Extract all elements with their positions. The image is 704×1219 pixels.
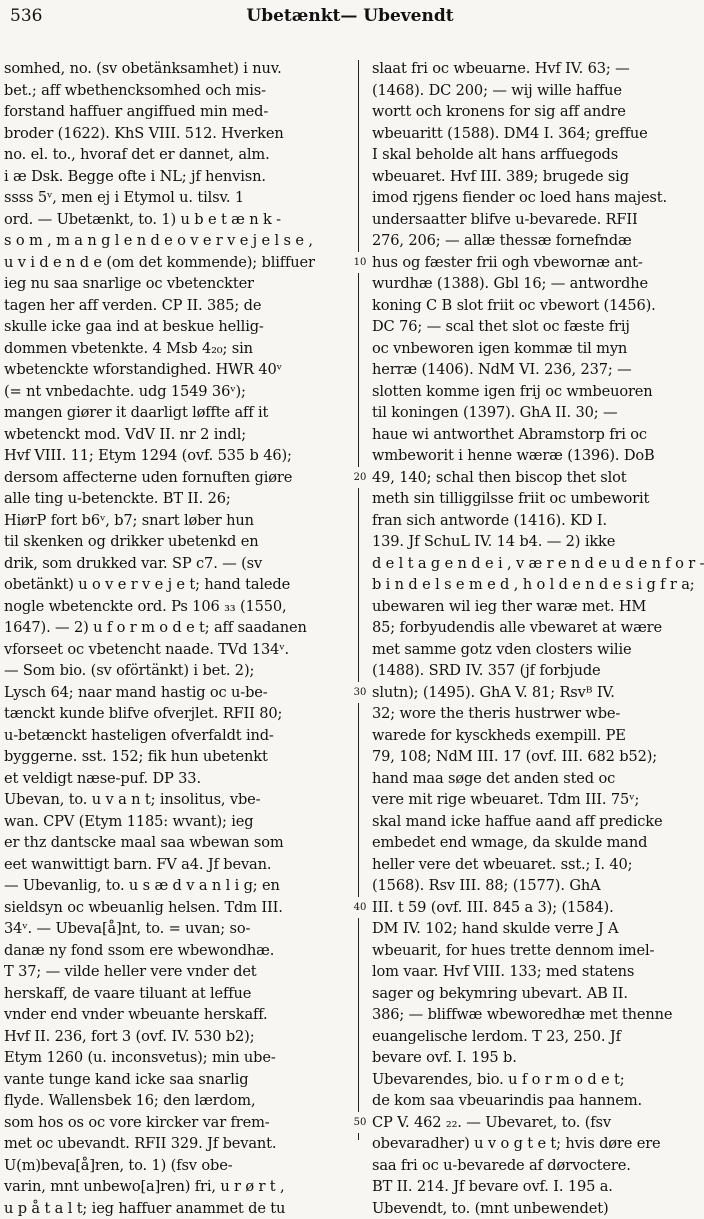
left-column-line: byggerne. sst. 152; fik hun ubetenkt xyxy=(4,746,348,768)
left-column xyxy=(4,58,348,1148)
page-header xyxy=(10,6,690,32)
right-column-line: BT II. 214. Jf bevare ovf. I. 195 a. xyxy=(372,1176,694,1198)
left-column-line: er thz dantscke maal saa wbewan som xyxy=(4,832,348,854)
left-column-line: et veldigt næse-puf. DP 33. xyxy=(4,768,348,790)
left-column-line: skulle icke gaa ind at beskue hellig- xyxy=(4,316,348,338)
right-column-line: (1488). SRD IV. 357 (jf forbjude xyxy=(372,660,694,682)
right-column-line: meth sin tilliggilsse friit oc umbeworit xyxy=(372,488,694,510)
right-column-line: b i n d e l s e m e d , h o l d e n d e s i g f r a; xyxy=(372,574,694,596)
left-column-line: i æ Dsk. Begge ofte i NL; jf henvisn. xyxy=(4,166,348,188)
left-column-line: sieldsyn oc wbeuanlig helsen. Tdm III. xyxy=(4,897,348,919)
right-column-line: Ubevendt, to. (mnt unbewendet) xyxy=(372,1198,694,1219)
right-column-line: oc vnbeworen igen kommæ til myn xyxy=(372,338,694,360)
right-column-line: met samme gotz vden closters wilie xyxy=(372,639,694,661)
left-column-line: wbetenckt mod. VdV II. nr 2 indl; xyxy=(4,424,348,446)
right-column-line: warede for kysckheds exempill. PE xyxy=(372,725,694,747)
right-column-line: 276, 206; — allæ thessæ fornefndæ xyxy=(372,230,694,252)
left-column-line: eet wanwittigt barn. FV a4. Jf bevan. xyxy=(4,854,348,876)
right-column-line: 49, 140; schal then biscop thet slot xyxy=(372,467,694,489)
right-column-line: (1468). DC 200; — wij wille haffue xyxy=(372,80,694,102)
left-column-line: alle ting u-betenckte. BT II. 26; xyxy=(4,488,348,510)
left-column-line: varin, mnt unbewo[a]ren) fri, u r ø r t , xyxy=(4,1176,348,1198)
left-column-line: forstand haffuer angiffued min med- xyxy=(4,101,348,123)
right-column xyxy=(372,58,694,1148)
right-column-line: hus og fæster frii ogh vbewornæ ant- xyxy=(372,252,694,274)
right-column-line: Ubevarendes, bio. u f o r m o d e t; xyxy=(372,1069,694,1091)
right-column-line: CP V. 462 ₂₂. — Ubevaret, to. (fsv xyxy=(372,1112,694,1134)
right-column-line: embedet end wmage, da skulde mand xyxy=(372,832,694,854)
left-column-line: nogle wbetenckte ord. Ps 106 ₃₃ (1550, xyxy=(4,596,348,618)
right-column-line: hand maa søge det anden sted oc xyxy=(372,768,694,790)
left-column-line: (= nt vnbedachte. udg 1549 36ᵛ); xyxy=(4,381,348,403)
running-head: Ubetænkt— Ubevendt xyxy=(10,6,690,26)
page-number: 536 xyxy=(10,6,42,26)
left-column-line: T 37; — vilde heller vere vnder det xyxy=(4,961,348,983)
right-column-line: 386; — bliffwæ wbeworedhæ met thenne xyxy=(372,1004,694,1026)
right-column-line: saa fri oc u-bevarede af dørvoctere. xyxy=(372,1155,694,1177)
right-column-line: slaat fri oc wbeuarne. Hvf IV. 63; — xyxy=(372,58,694,80)
line-number: 20 xyxy=(349,467,371,489)
right-column-line: 32; wore the theris hustrwer wbe- xyxy=(372,703,694,725)
left-column-line: broder (1622). KhS VIII. 512. Hverken xyxy=(4,123,348,145)
right-column-line: 139. Jf SchuL IV. 14 b4. — 2) ikke xyxy=(372,531,694,553)
right-column-line: sager og bekymring ubevart. AB II. xyxy=(372,983,694,1005)
right-column-line: slotten komme igen frij oc wmbeuoren xyxy=(372,381,694,403)
left-column-line: vnder end vnder wbeuante herskaff. xyxy=(4,1004,348,1026)
right-column-line: I skal beholde alt hans arffuegods xyxy=(372,144,694,166)
right-column-line: lom vaar. Hvf VIII. 133; med statens xyxy=(372,961,694,983)
right-column-line: heller vere det wbeuaret. sst.; I. 40; xyxy=(372,854,694,876)
right-column-line: (1568). Rsv III. 88; (1577). GhA xyxy=(372,875,694,897)
left-column-line: ord. — Ubetænkt, to. 1) u b e t æ n k - xyxy=(4,209,348,231)
right-column-line: wbeuarit, for hues trette dennom imel- xyxy=(372,940,694,962)
left-column-line: danæ ny fond ssom ere wbewondhæ. xyxy=(4,940,348,962)
left-column-line: drik, som drukked var. SP c7. — (sv xyxy=(4,553,348,575)
right-column-line: haue wi antworthet Abramstorp fri oc xyxy=(372,424,694,446)
left-column-line: herskaff, de vaare tiluant at leffue xyxy=(4,983,348,1005)
left-column-line: Hvf VIII. 11; Etym 1294 (ovf. 535 b 46); xyxy=(4,445,348,467)
line-number: 40 xyxy=(349,897,371,919)
left-column-line: vante tunge kand icke saa snarlig xyxy=(4,1069,348,1091)
right-column-line: wbeuaritt (1588). DM4 I. 364; greffue xyxy=(372,123,694,145)
left-column-line: Lysch 64; naar mand hastig oc u-be- xyxy=(4,682,348,704)
left-column-line: 1647). — 2) u f o r m o d e t; aff saadanen xyxy=(4,617,348,639)
left-column-line: Ubevan, to. u v a n t; insolitus, vbe- xyxy=(4,789,348,811)
left-column-line: ieg nu saa snarlige oc vbetenckter xyxy=(4,273,348,295)
left-column-line: Etym 1260 (u. inconsvetus); min ube- xyxy=(4,1047,348,1069)
right-column-line: wortt och kronens for sig aff andre xyxy=(372,101,694,123)
right-column-line: d e l t a g e n d e i , v æ r e n d e u d e n f o r - xyxy=(372,553,694,575)
right-column-line: ubewaren wil ieg ther waræ met. HM xyxy=(372,596,694,618)
left-column-line: u-betænckt hasteligen ofverfaldt ind- xyxy=(4,725,348,747)
line-number: 10 xyxy=(349,252,371,274)
left-column-line: u p å t a l t; ieg haffuer anammet de tu xyxy=(4,1198,348,1219)
right-column-line: DM IV. 102; hand skulde verre J A xyxy=(372,918,694,940)
right-column-line: koning C B slot friit oc vbewort (1456). xyxy=(372,295,694,317)
left-column-line: — Som bio. (sv oförtänkt) i bet. 2); xyxy=(4,660,348,682)
left-column-line: obetänkt) u o v e r v e j e t; hand talede xyxy=(4,574,348,596)
left-column-line: HiørP fort b6ᵛ, b7; snart løber hun xyxy=(4,510,348,532)
left-column-line: U(m)beva[å]ren, to. 1) (fsv obe- xyxy=(4,1155,348,1177)
right-column-line: wbeuaret. Hvf III. 389; brugede sig xyxy=(372,166,694,188)
left-column-line: dersom affecterne uden fornuften giøre xyxy=(4,467,348,489)
right-column-line: 85; forbyudendis alle vbewaret at wære xyxy=(372,617,694,639)
right-column-line: fran sich antworde (1416). KD I. xyxy=(372,510,694,532)
left-column-line: flyde. Wallensbek 16; den lærdom, xyxy=(4,1090,348,1112)
line-number: 50 xyxy=(349,1112,371,1134)
line-number-gutter xyxy=(349,58,371,1148)
right-column-line: undersaatter blifve u-bevarede. RFII xyxy=(372,209,694,231)
right-column-line: obevaradher) u v o g t e t; hvis døre ere xyxy=(372,1133,694,1155)
left-column-line: met oc ubevandt. RFII 329. Jf bevant. xyxy=(4,1133,348,1155)
left-column-line: tagen her aff verden. CP II. 385; de xyxy=(4,295,348,317)
left-column-line: tænckt kunde blifve ofverjlet. RFII 80; xyxy=(4,703,348,725)
right-column-line: imod rjgens fiender oc loed hans majest. xyxy=(372,187,694,209)
left-column-line: Hvf II. 236, fort 3 (ovf. IV. 530 b2); xyxy=(4,1026,348,1048)
left-column-line: som hos os oc vore kircker var frem- xyxy=(4,1112,348,1134)
left-column-line: wan. CPV (Etym 1185: wvant); ieg xyxy=(4,811,348,833)
left-column-line: — Ubevanlig, to. u s æ d v a n l i g; en xyxy=(4,875,348,897)
right-column-line: vere mit rige wbeuaret. Tdm III. 75ᵛ; xyxy=(372,789,694,811)
left-column-line: dommen vbetenkte. 4 Msb 4₂₀; sin xyxy=(4,338,348,360)
left-column-line: wbetenckte wforstandighed. HWR 40ᵛ xyxy=(4,359,348,381)
left-column-line: 34ᵛ. — Ubeva[å]nt, to. = uvan; so- xyxy=(4,918,348,940)
right-column-line: wmbeworit i henne wæræ (1396). DoB xyxy=(372,445,694,467)
right-column-line: wurdhæ (1388). Gbl 16; — antwordhe xyxy=(372,273,694,295)
line-number: 30 xyxy=(349,682,371,704)
left-column-line: ssss 5ᵛ, men ej i Etymol u. tilsv. 1 xyxy=(4,187,348,209)
left-column-line: bet.; aff wbethencksomhed och mis- xyxy=(4,80,348,102)
left-column-line: u v i d e n d e (om det kommende); bliffuer xyxy=(4,252,348,274)
left-column-line: s o m , m a n g l e n d e o v e r v e j e l s e , xyxy=(4,230,348,252)
right-column-line: DC 76; — scal thet slot oc fæste frij xyxy=(372,316,694,338)
right-column-line: III. t 59 (ovf. III. 845 a 3); (1584). xyxy=(372,897,694,919)
right-column-line: 79, 108; NdM III. 17 (ovf. III. 682 b52); xyxy=(372,746,694,768)
right-column-line: skal mand icke haffue aand aff predicke xyxy=(372,811,694,833)
left-column-line: til skenken og drikker ubetenkd en xyxy=(4,531,348,553)
right-column-line: de kom saa vbeuarindis paa hannem. xyxy=(372,1090,694,1112)
right-column-line: slutn); (1495). GhA V. 81; Rsvᴮ IV. xyxy=(372,682,694,704)
right-column-line: til koningen (1397). GhA II. 30; — xyxy=(372,402,694,424)
left-column-line: vforseet oc vbetencht naade. TVd 134ᵛ. xyxy=(4,639,348,661)
left-column-line: mangen giører it daarligt løffte aff it xyxy=(4,402,348,424)
right-column-line: euangelische lerdom. T 23, 250. Jf xyxy=(372,1026,694,1048)
right-column-line: herræ (1406). NdM VI. 236, 237; — xyxy=(372,359,694,381)
left-column-line: somhed, no. (sv obetänksamhet) i nuv. xyxy=(4,58,348,80)
right-column-line: bevare ovf. I. 195 b. xyxy=(372,1047,694,1069)
left-column-line: no. el. to., hvoraf det er dannet, alm. xyxy=(4,144,348,166)
